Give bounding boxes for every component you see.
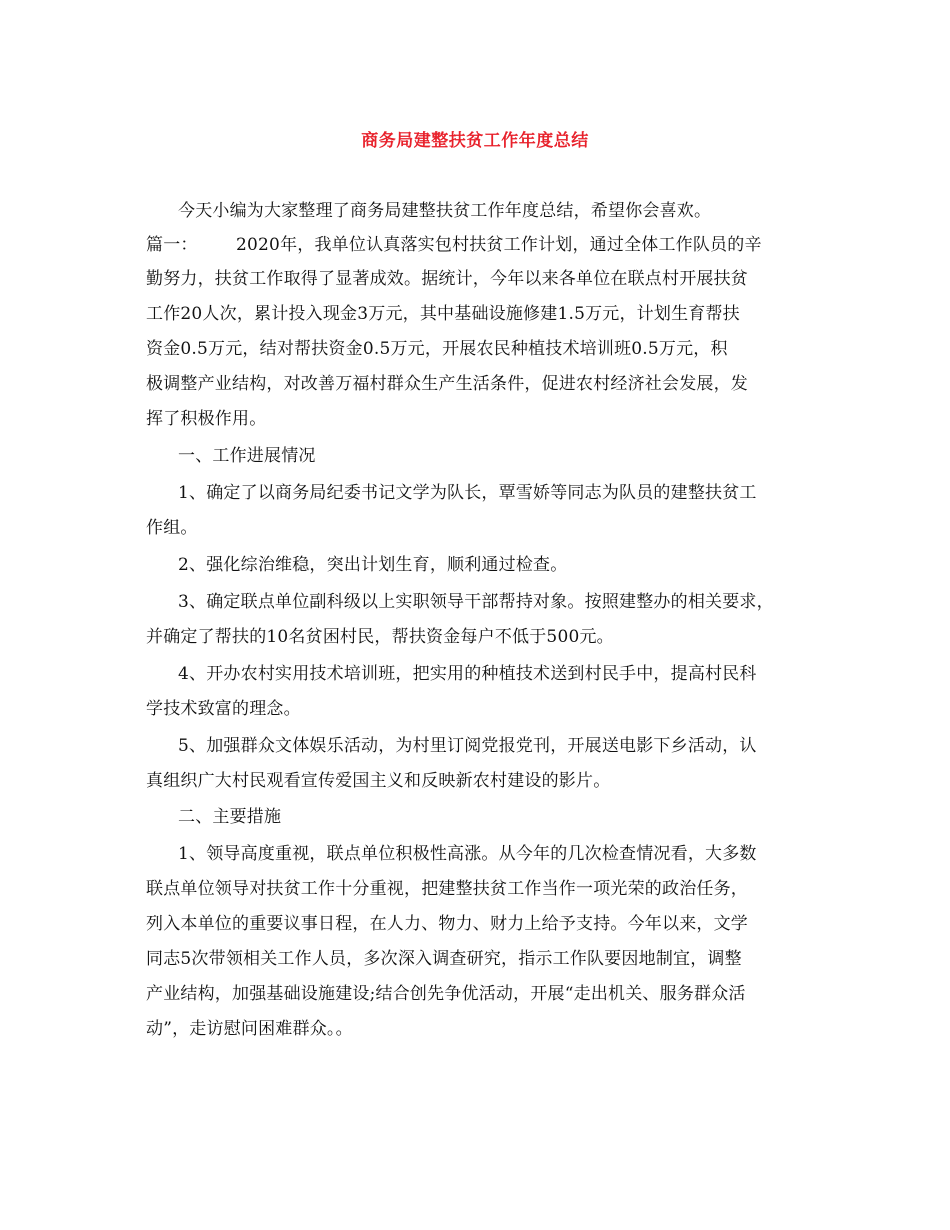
section-heading-measures: 二、主要措施 [178, 807, 282, 827]
body-line: 工作20人次，累计投入现金3万元，其中基础设施修建1.5万元，计划生育帮扶 [146, 304, 740, 324]
part-label: 篇一： [146, 235, 198, 255]
body-line: 真组织广大村民观看宣传爱国主义和反映新农村建设的影片。 [146, 771, 611, 791]
body-line: 4、开办农村实用技术培训班，把实用的种植技术送到村民手中，提高村民科 [178, 664, 757, 684]
body-line: 同志5次带领相关工作人员，多次深入调查研究，指示工作队要因地制宜，调整 [146, 949, 742, 969]
body-line: 2020年，我单位认真落实包村扶贫工作计划，通过全体工作队员的辛 [236, 235, 762, 255]
body-line: 5、加强群众文体娱乐活动，为村里订阅党报党刊，开展送电影下乡活动，认 [178, 736, 757, 756]
body-line: 极调整产业结构，对改善万福村群众生产生活条件，促进农村经济社会发展，发 [146, 374, 748, 394]
body-line: 动”，走访慰问困难群众。。 [146, 1019, 353, 1039]
body-line: 1、领导高度重视，联点单位积极性高涨。从今年的几次检查情况看，大多数 [178, 844, 757, 864]
body-line: 作组。 [146, 518, 198, 538]
body-line: 列入本单位的重要议事日程，在人力、物力、财力上给予支持。今年以来，文学 [146, 914, 748, 934]
body-line: 学技术致富的理念。 [146, 699, 301, 719]
document-title: 商务局建整扶贫工作年度总结 [361, 131, 589, 151]
body-line: 3、确定联点单位副科级以上实职领导干部帮持对象。按照建整办的相关要求， [178, 592, 774, 612]
body-line: 并确定了帮扶的10名贫困村民，帮扶资金每户不低于500元。 [146, 627, 614, 647]
body-line: 联点单位领导对扶贫工作十分重视，把建整扶贫工作当作一项光荣的政治任务， [146, 879, 748, 899]
body-line: 资金0.5万元，结对帮扶资金0.5万元，开展农民种植技术培训班0.5万元，积 [146, 339, 728, 359]
body-line: 产业结构，加强基础设施建设;结合创先争优活动，开展“走出机关、服务群众活 [146, 984, 746, 1004]
intro-paragraph: 今天小编为大家整理了商务局建整扶贫工作年度总结，希望你会喜欢。 [178, 201, 712, 221]
body-line: 勤努力，扶贫工作取得了显著成效。据统计，今年以来各单位在联点村开展扶贫 [146, 269, 748, 289]
body-line: 2、强化综治维稳，突出计划生育，顺利通过检查。 [178, 555, 568, 575]
body-line: 挥了积极作用。 [146, 409, 267, 429]
section-heading-progress: 一、工作进展情况 [178, 446, 316, 466]
body-line: 1、确定了以商务局纪委书记文学为队长，覃雪娇等同志为队员的建整扶贫工 [178, 483, 757, 503]
